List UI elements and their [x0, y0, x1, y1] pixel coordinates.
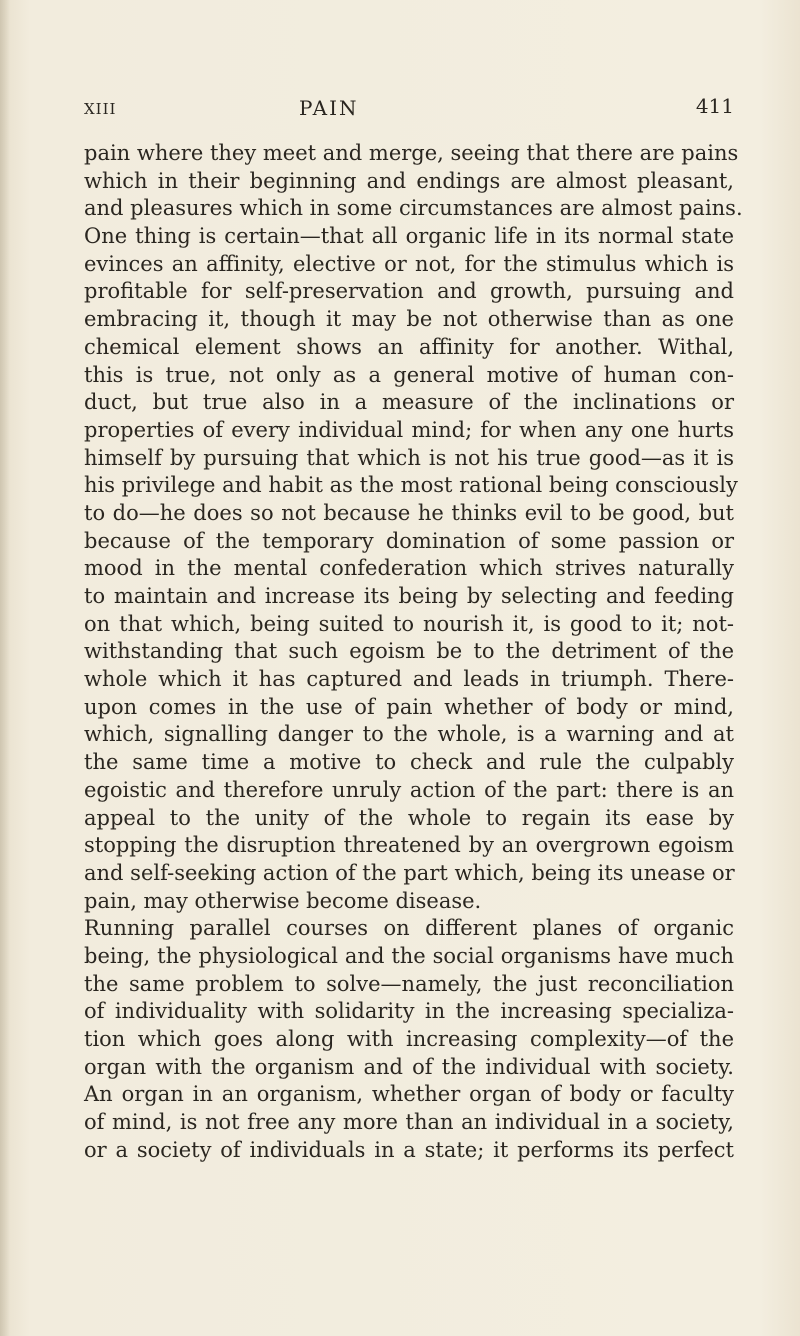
text-line: the same time a motive to check and rule the culpably — [84, 750, 734, 775]
text-line: himself by pursuing that which is not his true good—as it is — [84, 445, 734, 470]
running-title: PAIN — [299, 96, 359, 120]
text-line: pain where they meet and merge, seeing that there are pains — [84, 141, 739, 165]
page-header — [84, 88, 734, 128]
text-line: whole which it has captured and leads in triumph. There- — [84, 667, 734, 692]
text-line: which in their beginning and endings are almost pleasant, — [84, 168, 734, 193]
text-line: to do—he does so not because he thinks evil to be good, but — [84, 500, 734, 525]
text-line: profitable for self-preservation and growth, pursuing and — [84, 279, 734, 304]
text-line: to maintain and increase its being by selecting and feeding — [84, 584, 734, 608]
text-line: One thing is certain—that all organic life in its normal state — [84, 224, 734, 249]
text-line: being, the physiological and the social organisms have much — [84, 943, 734, 968]
text-line: Running parallel courses on different planes of organic — [84, 916, 734, 941]
text-line: his privilege and habit as the most rational being consciously — [84, 473, 738, 498]
body-text — [84, 140, 743, 1164]
text-line: the same problem to solve—namely, the just reconciliation — [84, 971, 734, 996]
text-line: stopping the disruption threatened by an overgrown egoism — [84, 833, 734, 858]
text-line: organ with the organism and of the individual with society. — [84, 1054, 734, 1079]
text-line: chemical element shows an affinity for another. Withal, — [84, 334, 734, 359]
text-line: on that which, being suited to nourish it, is good to it; not- — [84, 611, 734, 636]
text-line: egoistic and therefore unruly action of the part: there is an — [84, 777, 734, 802]
text-line: because of the temporary domination of some passion or — [84, 528, 734, 553]
text-line: An organ in an organism, whether organ of body or faculty — [84, 1082, 734, 1107]
text-line: appeal to the unity of the whole to regain its ease by — [84, 805, 734, 830]
text-line: and pleasures which in some circumstances are almost pains. — [84, 196, 743, 221]
text-line: pain, may otherwise become disease. — [84, 888, 482, 913]
page-number: 411 — [695, 94, 734, 118]
text-line: duct, but true also in a measure of the inclinations or — [84, 390, 734, 415]
text-line: mood in the mental confederation which strives naturally — [84, 556, 734, 581]
page-edge-shadow — [0, 0, 10, 1336]
text-line: of mind, is not free any more than an individual in a society, — [84, 1110, 734, 1135]
text-line: properties of every individual mind; for when any one hurts — [84, 417, 734, 442]
text-line: upon comes in the use of pain whether of body or mind, — [84, 694, 734, 719]
text-line: or a society of individuals in a state; it performs its perfect — [84, 1137, 734, 1162]
text-line: and self-seeking action of the part which, being its unease or — [84, 860, 735, 885]
chapter-numeral: XIII — [84, 100, 117, 118]
text-line: this is true, not only as a general motive of human con- — [84, 362, 734, 387]
text-line: tion which goes along with increasing complexity—of the — [84, 1027, 734, 1051]
text-line: withstanding that such egoism be to the detriment of the — [84, 639, 734, 664]
text-line: which, signalling danger to the whole, is a warning and at — [84, 722, 734, 747]
text-line: of individuality with solidarity in the increasing specializa- — [84, 999, 734, 1024]
text-line: evinces an affinity, elective or not, for the stimulus which is — [84, 251, 734, 276]
text-line: embracing it, though it may be not otherwise than as one — [84, 307, 734, 332]
